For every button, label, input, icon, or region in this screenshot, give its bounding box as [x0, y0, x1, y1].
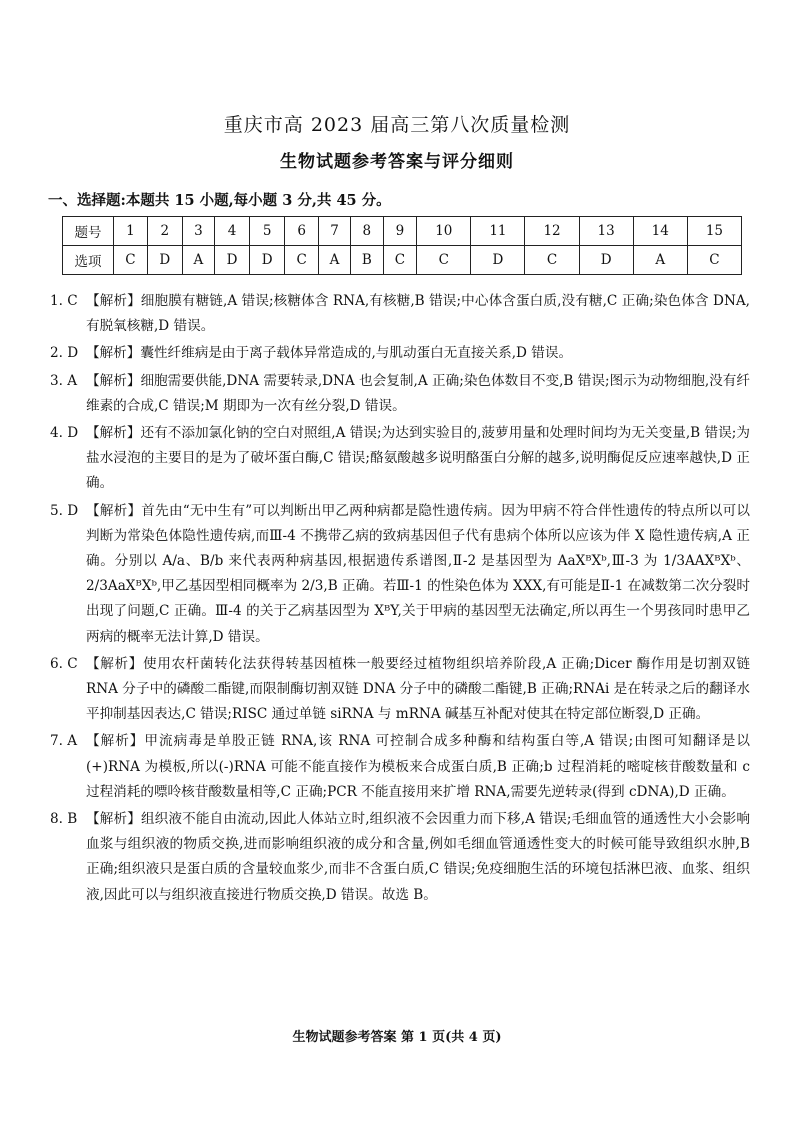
- item-number: 3. A: [50, 372, 78, 389]
- section-heading: 一、选择题:本题共 15 小题,每小题 3 分,共 45 分。: [48, 192, 391, 209]
- question-number-cell: 11: [471, 217, 525, 246]
- question-number-cell: 13: [579, 217, 633, 246]
- item-explanation: 【解析】囊性纤维病是由于离子载体异常造成的,与肌动蛋白无直接关系,D 错误。: [86, 345, 573, 362]
- item-explanation: 【解析】细胞需要供能,DNA 需要转录,DNA 也会复制,A 正确;染色体数目不变,B 错误;图示为动物细胞,没有纤维素的合成,C 错误;M 期即为一次有丝分裂,D 错误。: [86, 372, 750, 414]
- answer-cell: A: [319, 246, 351, 275]
- question-number-cell: 12: [525, 217, 579, 246]
- answer-cell: C: [687, 246, 741, 275]
- item-explanation: 【解析】首先由“无中生有”可以判断出甲乙两种病都是隐性遗传病。因为甲病不符合伴性遗传的特点所以可以判断为常染色体隐性遗传病,而Ⅲ-4 不携带乙病的致病基因但子代有患病个体所以应该为伴 X 隐性遗传病,A 正确。分别以 A/a、B/b 来代表两种病基因,根据遗传系谱图,Ⅱ-2 是基因型为 AaXᴮXᵇ,Ⅲ-3 为 1/3AAXᴮXᵇ、2/3AaXᴮXᵇ,甲乙基因型相同概率为 2/3,B 正确。若Ⅲ-1 的性染色体为 XXX,有可能是Ⅱ-1 在减数第二次分裂时出现了问题,C 正确。Ⅲ-4 的关于乙病基因型为 XᴮY,关于甲病的基因型无法确定,所以再生一个男孩同时患甲乙两病的概率无法计算,D 错误。: [86, 502, 750, 645]
- answer-cell: D: [471, 246, 525, 275]
- question-number-cell: 5: [250, 217, 285, 246]
- list-item: [50, 652, 750, 728]
- page-footer: 生物试题参考答案 第 1 页(共 4 页): [292, 1030, 502, 1045]
- question-number-cell: 3: [182, 217, 214, 246]
- list-item: [50, 289, 750, 339]
- list-item: [50, 807, 750, 908]
- item-number: 6. C: [50, 655, 78, 672]
- answer-cell: C: [285, 246, 319, 275]
- item-number: 1. C: [50, 293, 78, 309]
- item-explanation: 【解析】细胞膜有糖链,A 错误;核糖体含 RNA,有核糖,B 错误;中心体含蛋白质,没有糖,C 正确;染色体含 DNA,有脱氧核糖,D 错误。: [86, 293, 750, 335]
- question-number-cell: 8: [351, 217, 383, 246]
- row-label: 选项: [63, 246, 114, 275]
- item-explanation: 【解析】组织液不能自由流动,因此人体站立时,组织液不会因重力而下移,A 错误;毛细血管的通透性大小会影响血浆与组织液的物质交换,进而影响组织液的成分和含量,例如毛细血管通透性变大的时候可能导致组织水肿,B 正确;组织液只是蛋白质的含量较血浆少,而非不含蛋白质,C 错误;免疫细胞生活的环境包括淋巴液、血浆、组织液,因此可以与组织液直接进行物质交换,D 错误。故选 B。: [86, 811, 750, 903]
- item-number: 7. A: [50, 733, 78, 750]
- answer-cell: D: [250, 246, 285, 275]
- item-number: 5. D: [50, 502, 79, 519]
- question-number-cell: 4: [214, 217, 249, 246]
- answer-cell: C: [114, 246, 148, 275]
- question-number-cell: 7: [319, 217, 351, 246]
- question-number-cell: 6: [285, 217, 319, 246]
- question-number-cell: 9: [383, 217, 417, 246]
- item-explanation: 【解析】还有不添加氯化钠的空白对照组,A 错误;为达到实验目的,菠萝用量和处理时间均为无关变量,B 错误;为盐水浸泡的主要目的是为了破坏蛋白酶,C 错误;酪氨酸越多说明酪蛋白分解的越多,说明酶促反应速率越快,D 正确。: [86, 425, 750, 492]
- answer-cell: D: [147, 246, 182, 275]
- answer-cell: A: [633, 246, 687, 275]
- list-item: [50, 729, 750, 805]
- list-item: [50, 421, 750, 497]
- question-number-cell: 1: [114, 217, 148, 246]
- item-number: 2. D: [50, 345, 79, 362]
- answer-cell: C: [383, 246, 417, 275]
- answer-cell: B: [351, 246, 383, 275]
- item-explanation: 【解析】甲流病毒是单股正链 RNA,该 RNA 可控制合成多种酶和结构蛋白等,A 错误;由图可知翻译是以(+)RNA 为模板,所以(-)RNA 可能不能直接作为模板来合成蛋白质,B 正确;b 过程消耗的嘧啶核苷酸数量和 c 过程消耗的嘌呤核苷酸数量相等,C 正确;PCR 不能直接用来扩增 RNA,需要先逆转录(得到 cDNA),D 正确。: [86, 733, 750, 800]
- question-number-row: [63, 217, 742, 246]
- answer-cell: D: [579, 246, 633, 275]
- list-item: [50, 341, 750, 366]
- item-number: 4. D: [50, 425, 79, 442]
- row-label: 题号: [63, 217, 114, 246]
- page-title: 重庆市高 2023 届高三第八次质量检测: [223, 114, 571, 136]
- answer-cell: D: [214, 246, 249, 275]
- answer-row: [63, 246, 742, 275]
- list-item: [50, 369, 750, 419]
- explanation-list: [50, 289, 750, 910]
- list-item: [50, 499, 750, 650]
- answer-cell: C: [525, 246, 579, 275]
- item-number: 8. B: [50, 811, 78, 828]
- answer-table: [62, 216, 742, 275]
- question-number-cell: 10: [417, 217, 471, 246]
- item-explanation: 【解析】使用农杆菌转化法获得转基因植株一般要经过植物组织培养阶段,A 正确;Dicer 酶作用是切割双链 RNA 分子中的磷酸二酯键,而限制酶切割双链 DNA 分子中的磷酸二酯键,B 正确;RNAi 是在转录之后的翻译水平抑制基因表达,C 错误;RISC 通过单链 siRNA 与 mRNA 碱基互补配对使其在特定部位断裂,D 正确。: [86, 655, 750, 723]
- question-number-cell: 2: [147, 217, 182, 246]
- answer-cell: C: [417, 246, 471, 275]
- question-number-cell: 15: [687, 217, 741, 246]
- answer-cell: A: [182, 246, 214, 275]
- question-number-cell: 14: [633, 217, 687, 246]
- page-subtitle: 生物试题参考答案与评分细则: [280, 152, 514, 172]
